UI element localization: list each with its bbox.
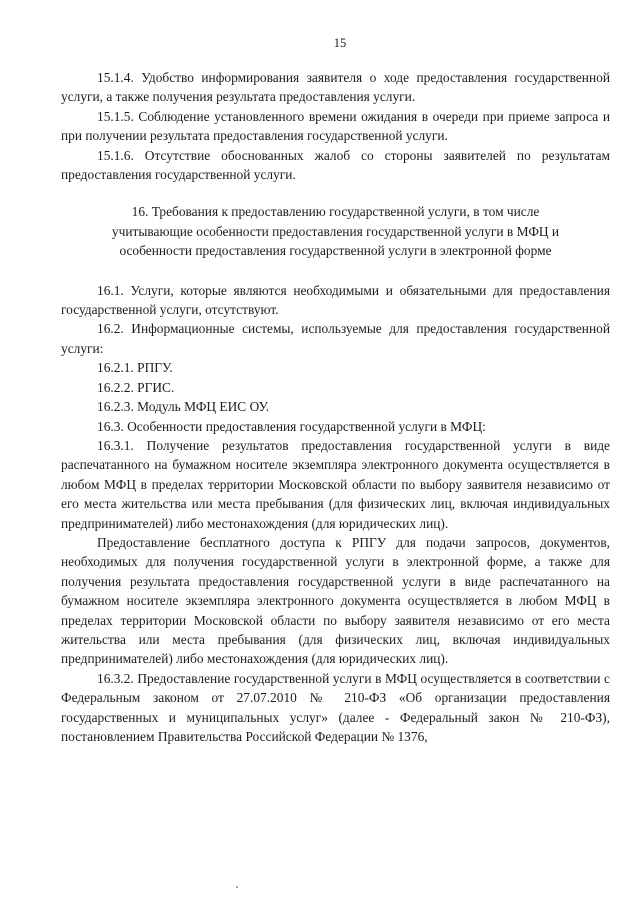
- paragraph-16-2-2: 16.2.2. РГИС.: [97, 379, 175, 395]
- paragraph-16-2-3: 16.2.3. Модуль МФЦ ЕИС ОУ.: [97, 399, 270, 415]
- section-heading-line: 16. Требования к предоставлению государственной услуги, в том числе: [131, 204, 540, 220]
- paragraph-16-1: 16.1. Услуги, которые являются необходимыми и обязательными для предоставления государственной услуги, отсутствуют.: [61, 282, 610, 318]
- scan-speck: [236, 886, 238, 888]
- section-heading-line: учитывающие особенности предоставления государственной услуги в МФЦ и: [111, 223, 560, 239]
- paragraph-15-1-4: 15.1.4. Удобство информирования заявителя о ходе предоставления государственной услуги, а также получения результата предоставления услуги.: [61, 70, 610, 105]
- paragraph-15-1-6: 15.1.6. Отсутствие обоснованных жалоб со стороны заявителей по результатам предоставления государственной услуги.: [61, 147, 610, 183]
- paragraph-16-3-1: 16.3.1. Получение результатов предоставления государственной услуги в виде распечатанного на бумажном носителе экземпляра электронного документа осуществляется в любом МФЦ в пределах территории Московской области по выбору заявителя независимо от его места жительства или места пребывания (для физических лиц, включая индивидуальных предпринимателей) либо местонахождения (для юридических лиц).: [61, 437, 610, 531]
- paragraph-15-1-5: 15.1.5. Соблюдение установленного времени ожидания в очереди при приеме запроса и при получении результата предоставления государственной услуги.: [61, 108, 610, 144]
- paragraph-16-3-2: 16.3.2. Предоставление государственной услуги в МФЦ осуществляется в соответствии с Федеральным законом от 27.07.2010 № 210-ФЗ «Об организации предоставления государственных и муниципальных услуг» (далее - Федеральный закон № 210-ФЗ), постановлением Правительства Российской Федерации № 1376,: [61, 670, 610, 744]
- paragraph-16-2-1: 16.2.1. РПГУ.: [97, 360, 173, 376]
- section-heading-line: особенности предоставления государственной услуги в электронной форме: [119, 243, 552, 259]
- section-heading-16: [61, 202, 610, 260]
- paragraph-16-2: 16.2. Информационные системы, используемые для предоставления государственной услуги:: [61, 321, 610, 356]
- paragraph-rpgu-access: Предоставление бесплатного доступа к РПГУ для подачи запросов, документов, необходимых для получения государственной услуги в электронной форме, а также для получения результата предоставления государственной услуги в виде распечатанного на бумажном носителе экземпляра электронного документа осуществляется в любом МФЦ в пределах территории Московской области по выбору заявителя независимо от его места жительства или места пребывания (для физических лиц, включая индивидуальных предпринимателей) либо местонахождения (для юридических лиц).: [61, 534, 610, 667]
- page-number: 15: [333, 36, 347, 50]
- paragraph-16-3: 16.3. Особенности предоставления государственной услуги в МФЦ:: [97, 418, 486, 434]
